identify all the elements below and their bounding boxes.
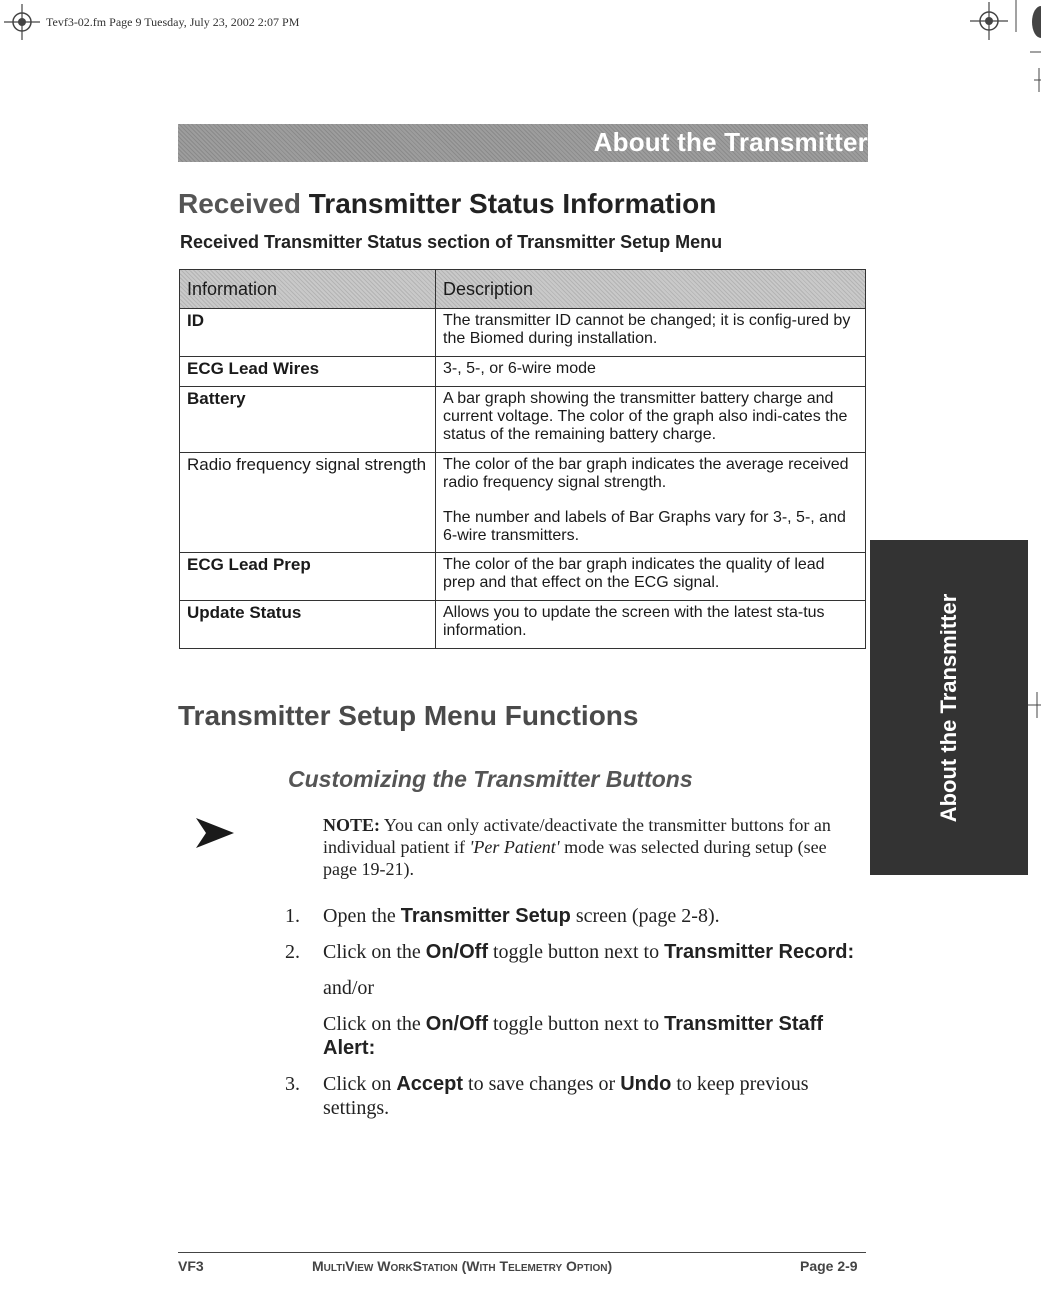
description-text: Allows you to update the screen with the latest sta-tus information.: [443, 604, 825, 639]
side-tab-label: About the Transmitter: [936, 593, 961, 822]
row-label: Update Status: [180, 601, 436, 649]
row-label: ECG Lead Wires: [180, 357, 436, 387]
description-text: The color of the bar graph indicates the quality of lead prep and that effect on the ECG signal.: [443, 556, 825, 591]
step-number: 2.: [285, 941, 300, 963]
step-keyword: On/Off: [425, 941, 488, 963]
step-text: toggle button next to: [492, 941, 660, 963]
row-label: Radio frequency signal strength: [180, 453, 436, 553]
chapter-side-tab: [870, 540, 1028, 875]
note-arrow-icon: [196, 816, 236, 850]
note-text: You can only activate/deactivate the transmitter buttons for an individual patient if: [323, 815, 831, 857]
description-text: A bar graph showing the transmitter battery charge and current voltage. The color of the graph also indi-cates the status of the remaining battery charge.: [443, 390, 848, 443]
step-text: screen (page 2-8).: [575, 905, 720, 927]
column-header-description: Description: [436, 270, 866, 309]
functions-heading: Transmitter Setup Menu Functions: [178, 700, 639, 731]
step-text: Click on: [323, 1073, 392, 1095]
step-text: toggle button next to: [492, 1013, 660, 1035]
note-mode: 'Per Patient': [469, 837, 560, 857]
subsection-heading: Customizing the Transmitter Buttons: [288, 766, 693, 792]
note-label: NOTE:: [323, 815, 381, 835]
row-label: ECG Lead Prep: [180, 553, 436, 601]
note: [323, 814, 853, 880]
row-description: [436, 601, 866, 649]
row-description: [436, 357, 866, 387]
section-heading-light: Received: [178, 188, 301, 219]
status-table: [179, 269, 866, 649]
step-number: 3.: [285, 1073, 300, 1095]
row-description: [436, 553, 866, 601]
step-andor: [285, 976, 865, 1000]
step-keyword: Accept: [396, 1073, 464, 1095]
crop-mark-icon: [1010, 0, 1041, 110]
table-caption: Received Transmitter Status section of Transmitter Setup Menu: [180, 232, 723, 252]
step-number: 1.: [285, 905, 300, 927]
step-text: and/or: [323, 977, 375, 999]
row-description: [436, 387, 866, 453]
description-text: The transmitter ID cannot be changed; it is config-ured by the Biomed during installation.: [443, 312, 851, 347]
step-1: [285, 904, 865, 928]
step-text: to save changes or: [468, 1073, 616, 1095]
step-text: Open the: [323, 905, 396, 927]
step-2-alternative: [285, 1012, 865, 1060]
chapter-banner: [178, 124, 868, 162]
row-description: [436, 309, 866, 357]
step-keyword: Transmitter Record:: [664, 941, 855, 963]
table-row: [180, 453, 866, 553]
table-row: [180, 601, 866, 649]
row-description: [436, 453, 866, 553]
note-text-end: mode was selected during setup (see page 19-21).: [323, 837, 827, 879]
step-3: [285, 1072, 865, 1120]
table-row: [180, 387, 866, 453]
step-keyword: Undo: [620, 1073, 672, 1095]
banner-title: About the Transmitter: [593, 127, 868, 157]
step-text: Click on the: [323, 941, 421, 963]
table-row: [180, 553, 866, 601]
table-header-row: [180, 270, 866, 309]
step-keyword: On/Off: [425, 1013, 488, 1035]
footer-rule: [178, 1252, 866, 1253]
section-heading: [178, 188, 716, 220]
table-row: [180, 357, 866, 387]
step-text: to keep previous settings.: [323, 1073, 809, 1119]
section-heading-bold: Transmitter Status Information: [308, 188, 717, 219]
description-text: The color of the bar graph indicates the average received radio frequency signal strength.: [443, 456, 849, 491]
print-header: Tevf3-02.fm Page 9 Tuesday, July 23, 2002 2:07 PM: [46, 15, 300, 29]
row-label: Battery: [180, 387, 436, 453]
registration-mark-icon: [4, 4, 40, 40]
step-keyword: Transmitter Staff Alert:: [323, 1013, 824, 1059]
step-2: [285, 940, 865, 964]
description-text: 3-, 5-, or 6-wire mode: [443, 360, 596, 377]
column-header-information: Information: [180, 270, 436, 309]
footer-doc-code: VF3: [178, 1258, 204, 1274]
steps-list: [285, 904, 865, 1120]
row-label: ID: [180, 309, 436, 357]
footer-page-number: Page 2-9: [800, 1258, 858, 1274]
step-keyword: Transmitter Setup: [400, 905, 571, 927]
footer-product-name: MultiView WorkStation (With Telemetry Option): [312, 1258, 613, 1274]
registration-mark-icon: [970, 2, 1008, 40]
table-row: [180, 309, 866, 357]
description-text: The number and labels of Bar Graphs vary for 3-, 5-, and 6-wire transmitters.: [443, 509, 846, 544]
step-text: Click on the: [323, 1013, 421, 1035]
